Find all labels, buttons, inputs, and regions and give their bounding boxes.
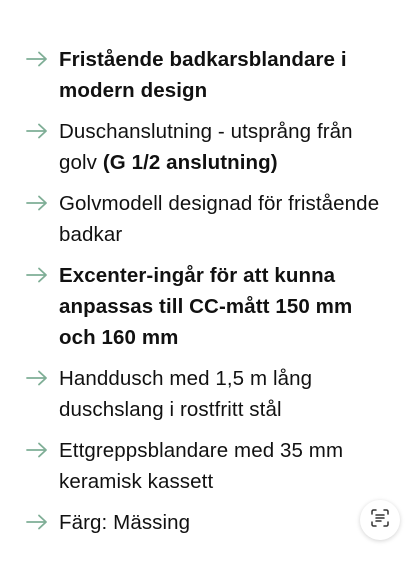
arrow-right-icon: [26, 195, 48, 211]
list-item-text: Duschanslutning - utsprång från golv: [59, 120, 353, 174]
arrow-right-icon: [26, 514, 48, 530]
list-item: [0, 363, 411, 425]
feature-list: [0, 44, 411, 548]
arrow-right-icon: [26, 51, 48, 67]
list-item-bold-text: (G 1/2 anslutning): [102, 151, 278, 174]
list-item: [0, 435, 411, 497]
list-item-text: Handdusch med 1,5 m lång duschslang i rostfritt stål: [59, 367, 313, 421]
arrow-right-icon: [26, 370, 48, 386]
list-item-text: Färg: Mässing: [59, 511, 191, 534]
list-item: [0, 507, 411, 538]
arrow-right-icon: [26, 442, 48, 458]
list-item-text: Excenter-ingår för att kunna anpassas till CC-mått 150 mm och 160 mm: [59, 264, 353, 349]
arrow-right-icon: [26, 123, 48, 139]
arrow-right-icon: [26, 267, 48, 283]
text-scan-icon: [370, 508, 390, 533]
list-item-text: Ettgreppsblandare med 35 mm keramisk kassett: [59, 439, 344, 493]
list-item: [0, 44, 411, 106]
list-item: [0, 188, 411, 250]
list-item: [0, 116, 411, 178]
list-item-text: Fristående badkarsblandare i modern design: [59, 48, 347, 102]
list-item-text: Golvmodell designad för fristående badkar: [59, 192, 380, 246]
list-item: [0, 260, 411, 353]
text-scan-button[interactable]: [360, 500, 400, 540]
